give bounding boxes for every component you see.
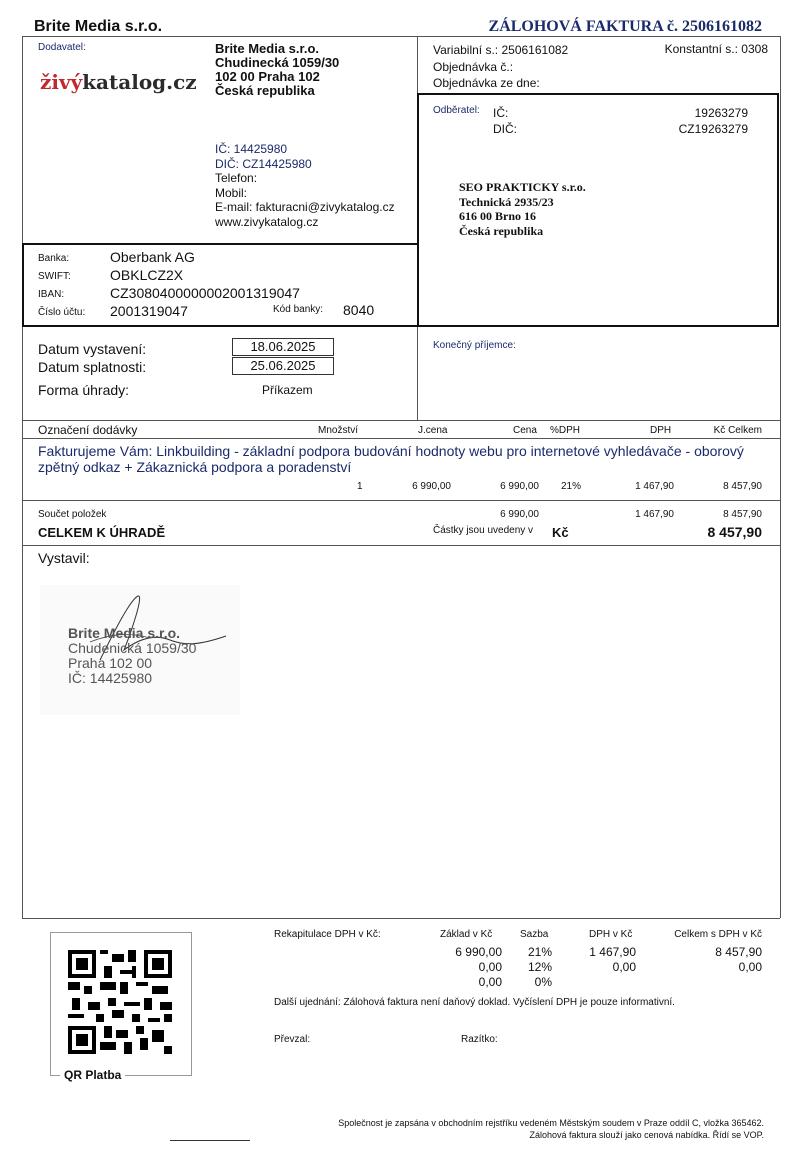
vat-col-rate: Sazba (520, 929, 549, 940)
vat-amount-values (589, 945, 636, 975)
customer-ic-label: IČ: (493, 106, 509, 120)
item-total: 8 457,90 (723, 481, 762, 492)
constant-symbol: Konstantní s.: 0308 (664, 42, 768, 56)
col-vat: DPH (650, 425, 672, 436)
customer-city: 616 00 Brno 16 (459, 209, 537, 223)
sum-label: Součet položek (38, 509, 107, 520)
company-stamp (68, 626, 196, 686)
supplier-city: 102 00 Praha 102 (215, 69, 320, 84)
supplier-email: E-mail: fakturacni@zivykatalog.cz (215, 200, 395, 214)
item-description: Fakturujeme Vám: Linkbuilding - základní podpora budování hodnoty webu pro internetové vyhledávače - oborový zpětný odkaz + Zákaznická podpora a poradenství (38, 443, 744, 475)
bank-code-label: Kód banky: (273, 304, 324, 315)
bank-code-value: 8040 (343, 302, 375, 318)
vat-note: Další ujednání: Zálohová faktura není daňový doklad. Vyčíslení DPH je pouze informativní. (274, 997, 675, 1008)
customer-ids-values (679, 105, 748, 137)
bank-values (110, 248, 300, 320)
date-labels (38, 340, 146, 376)
vat-rate-values (528, 945, 552, 990)
stamp-name: Brite Media s.r.o. (68, 625, 181, 641)
customer-dic-value: CZ19263279 (678, 122, 748, 136)
bank-value: Oberbank AG (110, 249, 195, 265)
supplier-contacts (215, 142, 395, 229)
customer-dic-label: DIČ: (493, 122, 517, 136)
grand-total-label: CELKEM K ÚHRADĚ (38, 525, 166, 540)
final-recipient-label: Konečný příjemce: (433, 340, 516, 351)
vat-col-base: Základ v Kč (440, 929, 493, 940)
stamp-city: Praha 102 00 (68, 655, 153, 671)
supplier-mobile: Mobil: (215, 185, 248, 200)
signature-line (170, 1140, 250, 1141)
account-label: Číslo účtu: (38, 307, 86, 318)
logo-part-dark: katalog.cz (82, 70, 197, 94)
stamp-label: Razítko: (461, 1034, 498, 1045)
logo-part-red: živý (40, 70, 83, 94)
currency: Kč (552, 525, 569, 540)
order-date: Objednávka ze dne: (433, 76, 540, 90)
sum-total: 8 457,90 (723, 509, 762, 520)
vat-row3-rate: 0% (534, 975, 552, 989)
supplier-name: Brite Media s.r.o. (215, 41, 320, 56)
customer-label: Odběratel: (433, 105, 480, 116)
item-vat-pct: 21% (561, 481, 582, 492)
supplier-dic: DIČ: CZ14425980 (215, 156, 312, 171)
swift-label: SWIFT: (38, 271, 71, 282)
sum-price: 6 990,00 (500, 509, 539, 520)
item-price: 6 990,00 (500, 481, 539, 492)
supplier-logo (40, 70, 197, 94)
reference-block (433, 42, 568, 92)
footer-legal (338, 1117, 764, 1141)
supplier-ic: IČ: 14425980 (215, 142, 288, 156)
vat-col-vat: DPH v Kč (589, 929, 633, 940)
document-title: ZÁLOHOVÁ FAKTURA č. 2506161082 (488, 18, 762, 35)
item-vat: 1 467,90 (635, 481, 674, 492)
vat-col-total: Celkem s DPH v Kč (674, 929, 762, 940)
company-title: Brite Media s.r.o. (34, 18, 163, 35)
vat-row1-total: 8 457,90 (715, 945, 762, 959)
col-price: Cena (513, 425, 537, 436)
vat-row1-base: 6 990,00 (455, 945, 502, 959)
vat-total-values (715, 945, 762, 975)
account-value: 2001319047 (110, 303, 188, 319)
due-date-label: Datum splatnosti: (38, 359, 147, 375)
supplier-address (215, 42, 339, 98)
supplier-label: Dodavatel: (38, 42, 86, 53)
issued-by-label: Vystavil: (38, 550, 90, 566)
item-quantity: 1 (357, 481, 363, 492)
col-description: Označení dodávky (38, 423, 138, 437)
col-unit-price: J.cena (418, 425, 448, 436)
item-unit-price: 6 990,00 (412, 481, 451, 492)
vat-row2-vat: 0,00 (612, 960, 636, 974)
customer-ids-labels (493, 105, 517, 137)
payment-form-label: Forma úhrady: (38, 382, 130, 398)
col-vat-pct: %DPH (550, 425, 581, 436)
vat-row2-rate: 12% (527, 960, 552, 974)
footer-line-2: Zálohová faktura slouží jako cenová nabídka. Řídí se VOP. (529, 1130, 764, 1140)
vat-base-values (455, 945, 502, 990)
stamp-street: Chudenická 1059/30 (68, 640, 197, 656)
stamp-ic: IČ: 14425980 (68, 670, 153, 686)
bank-label: Banka: (38, 253, 70, 264)
sum-vat: 1 467,90 (635, 509, 674, 520)
col-quantity: Množství (318, 425, 359, 436)
qr-label: QR Platba (60, 1068, 125, 1082)
payment-form-value: Příkazem (262, 383, 313, 397)
iban-label: IBAN: (38, 289, 65, 300)
customer-ic-value: 19263279 (694, 106, 748, 120)
vat-row3-base: 0,00 (478, 975, 502, 989)
customer-street: Technická 2935/23 (459, 194, 554, 209)
issue-date-value: 18.06.2025 (232, 338, 334, 356)
received-by-label: Převzal: (274, 1034, 311, 1045)
variable-symbol: Variabilní s.: 2506161082 (433, 43, 569, 57)
due-date-value: 25.06.2025 (232, 357, 334, 375)
supplier-web: www.zivykatalog.cz (215, 214, 319, 229)
bank-labels (38, 250, 85, 322)
customer-address (459, 180, 586, 238)
issue-date-label: Datum vystavení: (38, 341, 147, 357)
supplier-country: Česká republika (215, 83, 315, 98)
iban-value: CZ3080400000002001319047 (110, 285, 300, 301)
footer-line-1: Společnost je zapsána v obchodním rejstříku vedeném Městským soudem v Praze oddíl C, vložka 365462. (338, 1118, 764, 1128)
supplier-street: Chudinecká 1059/30 (215, 55, 340, 70)
order-number: Objednávka č.: (433, 59, 514, 74)
grand-total-value: 8 457,90 (707, 524, 762, 540)
vat-row1-rate: 21% (527, 945, 552, 959)
currency-note: Částky jsou uvedeny v (433, 525, 534, 536)
vat-row2-total: 0,00 (738, 960, 762, 974)
vat-recap-label: Rekapitulace DPH v Kč: (274, 929, 381, 940)
vat-row2-base: 0,00 (478, 960, 502, 974)
customer-name: SEO PRAKTICKY s.r.o. (459, 180, 586, 194)
vat-row1-vat: 1 467,90 (589, 945, 636, 959)
col-total: Kč Celkem (713, 425, 762, 436)
customer-country: Česká republika (459, 223, 544, 238)
supplier-phone: Telefon: (215, 171, 258, 185)
qr-code-icon (68, 950, 172, 1054)
swift-value: OBKLCZ2X (110, 267, 184, 283)
